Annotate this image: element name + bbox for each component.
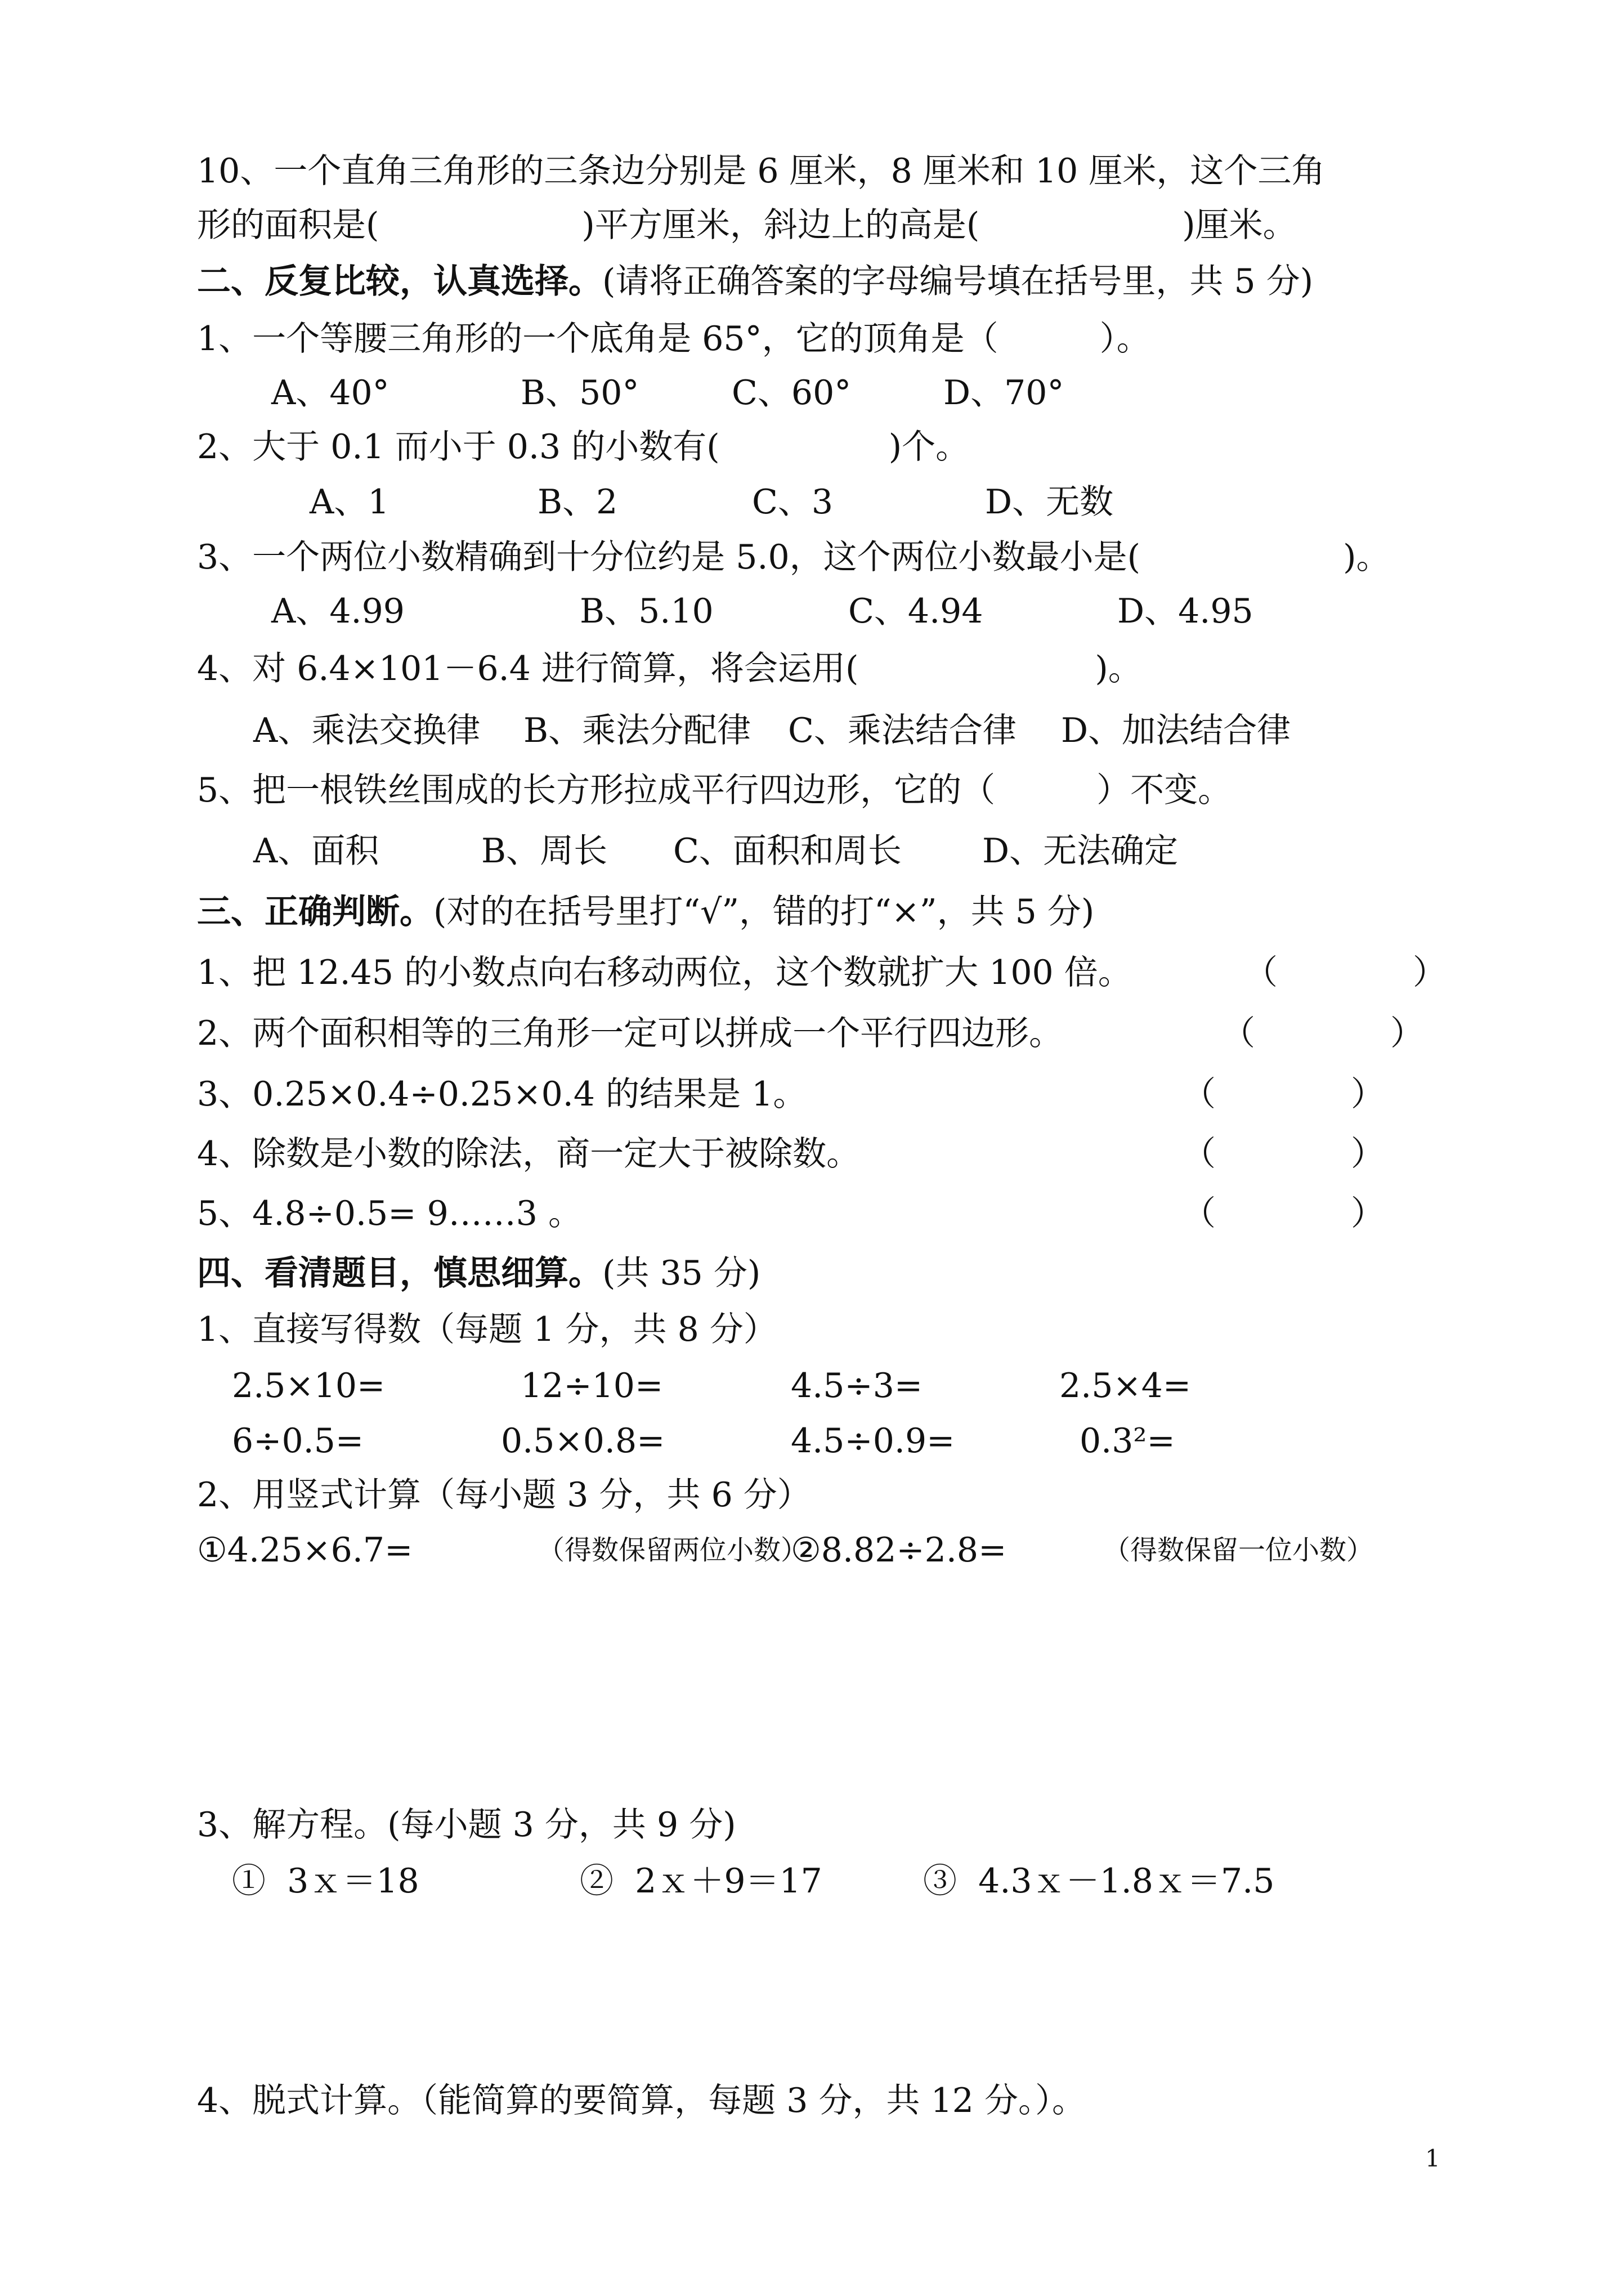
section4-note: (共 35 分) — [602, 1254, 761, 1293]
s2-q1-text: 1、一个等腰三角形的一个底角是 65°，它的顶角是（ ）。 — [197, 319, 1150, 359]
s3-item-1-answer-paren: （ ） — [1244, 953, 1447, 992]
s2-q5-text: 5、把一根铁丝围成的长方形拉成平行四边形，它的（ ）不变。 — [197, 771, 1232, 810]
s2-q5-option-b: B、周长 — [481, 831, 608, 871]
s3-item-3-answer-paren: （ ） — [1182, 1075, 1385, 1114]
s2-q2-option-d: D、无数 — [985, 482, 1114, 522]
s4-p1-calc: 2.5×4= — [1059, 1366, 1192, 1406]
s4-p2-note-2: （得数保留一位小数） — [1103, 1534, 1374, 1566]
s4-p1-calc: 0.5×0.8= — [501, 1421, 665, 1461]
s4-p1-calc: 4.5÷3= — [791, 1366, 923, 1406]
s4-p3-equation-3: ③ 4.3ｘ－1.8ｘ＝7.5 — [923, 1861, 1275, 1901]
section2-note: (请将正确答案的字母编号填在括号里，共 5 分) — [602, 262, 1314, 301]
s2-q4-option-a: A、乘法交换律 — [253, 711, 481, 750]
s2-q5-option-c: C、面积和周长 — [673, 831, 902, 871]
s3-item-2-text: 2、两个面积相等的三角形一定可以拼成一个平行四边形。 — [197, 1014, 1063, 1053]
s2-q2-text: 2、大于 0.1 而小于 0.3 的小数有( )个。 — [197, 427, 970, 467]
section4-heading — [197, 1250, 760, 1297]
s3-item-5-answer-paren: （ ） — [1182, 1194, 1385, 1233]
s2-q1-option-a: A、40° — [271, 373, 389, 413]
q10-line-1: 10、一个直角三角形的三条边分别是 6 厘米，8 厘米和 10 厘米，这个三角 — [197, 151, 1326, 191]
s4-p2-expression-2: ②8.82÷2.8= — [791, 1530, 1007, 1570]
section3-heading — [197, 888, 1094, 936]
section4-title: 四、看清题目，慎思细算。 — [197, 1254, 602, 1293]
s2-q3-option-d: D、4.95 — [1117, 592, 1253, 631]
s2-q5-option-d: D、无法确定 — [982, 831, 1179, 871]
s3-item-1-text: 1、把 12.45 的小数点向右移动两位，这个数就扩大 100 倍。 — [197, 953, 1132, 992]
s2-q2-option-a: A、1 — [310, 482, 389, 522]
s4-p1-calc: 6÷0.5= — [232, 1421, 364, 1461]
s4-p2-title: 2、用竖式计算（每小题 3 分，共 6 分） — [197, 1475, 811, 1515]
s3-item-2-answer-paren: （ ） — [1221, 1014, 1424, 1053]
section3-note: (对的在括号里打“√”，错的打“×”，共 5 分) — [433, 892, 1095, 932]
s4-p3-equation-2: ② 2ｘ＋9＝17 — [580, 1861, 822, 1901]
s4-p1-calc: 12÷10= — [521, 1366, 664, 1406]
s2-q4-option-b: B、乘法分配律 — [523, 711, 751, 750]
s2-q1-option-b: B、50° — [521, 373, 639, 413]
q10-line-2: 形的面积是( )平方厘米，斜边上的高是( )厘米。 — [197, 205, 1297, 245]
s2-q1-option-c: C、60° — [732, 373, 852, 413]
s2-q3-option-a: A、4.99 — [271, 592, 405, 631]
s4-p2-note-1: （得数保留两位小数） — [538, 1534, 808, 1566]
s3-item-4-text: 4、除数是小数的除法，商一定大于被除数。 — [197, 1134, 861, 1174]
page-number: 1 — [1425, 2145, 1440, 2172]
s2-q3-option-c: C、4.94 — [848, 592, 983, 631]
s2-q3-text: 3、一个两位小数精确到十分位约是 5.0，这个两位小数最小是( )。 — [197, 538, 1390, 577]
s2-q5-option-a: A、面积 — [253, 831, 379, 871]
s4-p4-title: 4、脱式计算。（能简算的要简算，每题 3 分，共 12 分。）。 — [197, 2081, 1086, 2120]
s3-item-3-text: 3、0.25×0.4÷0.25×0.4 的结果是 1。 — [197, 1075, 807, 1114]
s2-q4-option-d: D、加法结合律 — [1061, 711, 1291, 750]
s2-q3-option-b: B、5.10 — [580, 592, 714, 631]
s3-item-4-answer-paren: （ ） — [1182, 1134, 1385, 1174]
s4-p2-expression-1: ①4.25×6.7= — [197, 1530, 413, 1570]
section3-title: 三、正确判断。 — [197, 892, 433, 932]
s4-p3-equation-1: ① 3ｘ＝18 — [232, 1861, 419, 1901]
section2-title: 二、反复比较，认真选择。 — [197, 262, 602, 301]
s3-item-5-text: 5、4.8÷0.5= 9……3 。 — [197, 1194, 583, 1233]
s2-q1-option-d: D、70° — [943, 373, 1064, 413]
s2-q4-option-c: C、乘法结合律 — [788, 711, 1017, 750]
s4-p1-calc: 4.5÷0.9= — [791, 1421, 955, 1461]
s4-p1-calc: 2.5×10= — [232, 1366, 386, 1406]
section2-heading — [197, 258, 1313, 305]
s4-p1-calc: 0.3²= — [1080, 1421, 1175, 1461]
s4-p1-title: 1、直接写得数（每题 1 分，共 8 分） — [197, 1310, 777, 1349]
s2-q4-text: 4、对 6.4×101－6.4 进行简算，将会运用( )。 — [197, 649, 1142, 688]
s2-q2-option-b: B、2 — [538, 482, 618, 522]
s2-q2-option-c: C、3 — [752, 482, 834, 522]
s4-p3-title: 3、解方程。(每小题 3 分，共 9 分) — [197, 1805, 736, 1845]
